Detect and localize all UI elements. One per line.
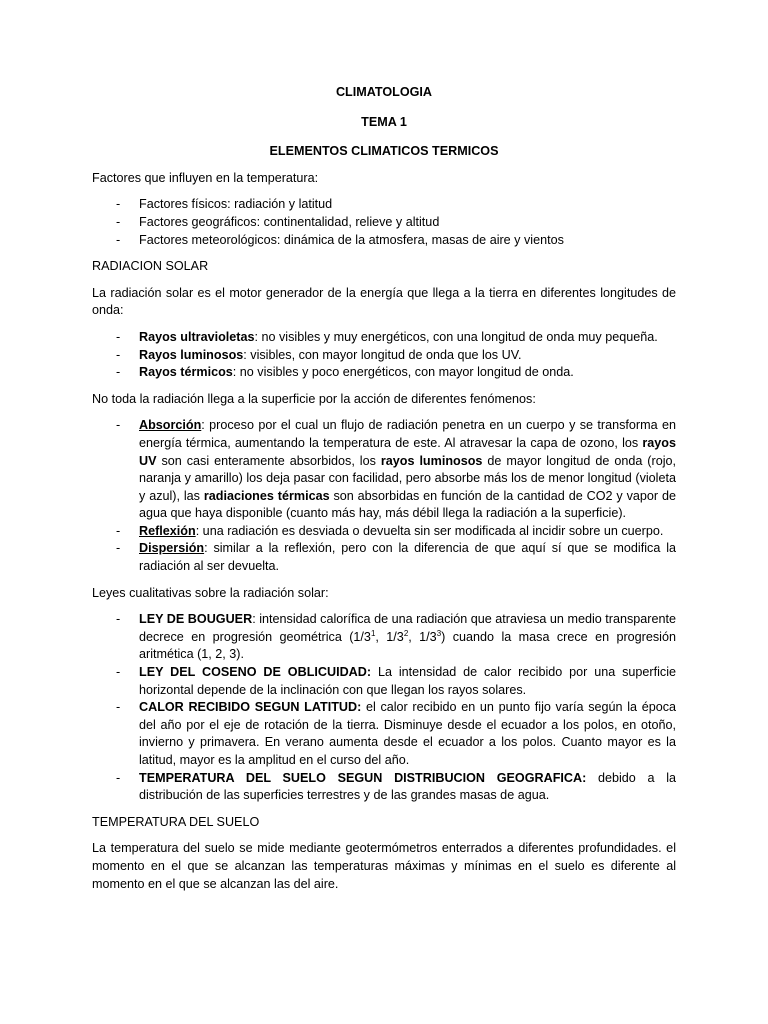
list-item-text: : visibles, con mayor longitud de onda que los UV. (243, 347, 522, 362)
list-item-text: ) cuando la masa crece en progresión aritmética (1, 2, 3). (139, 629, 676, 662)
list-item (92, 347, 676, 365)
list-item-text: debido a la distribución de las superficies terrestres y de las grandes masas de agua. (139, 770, 676, 803)
document-title: CLIMATOLOGIA (335, 85, 433, 99)
list-item (92, 523, 676, 541)
phenomena-list (92, 417, 676, 575)
bold-term: rayos luminosos (380, 453, 483, 468)
list-item-text: : no visibles y poco energéticos, con mayor longitud de onda. (232, 365, 574, 380)
list-item-text: : proceso por el cual un flujo de radiación penetra en un cuerpo y se transforma en energía térmica, aumentando la temperatura de este. Al atravesar la capa de ozono, los (139, 418, 676, 450)
list-item (92, 329, 676, 347)
laws-list (92, 611, 676, 805)
dispersion-term: Dispersión (139, 541, 205, 556)
bold-term: rayos UV (139, 435, 676, 468)
factors-intro: Factores que influyen en la temperatura: (92, 170, 319, 185)
list-item-term: CALOR RECIBIDO SEGUN LATITUD: (139, 700, 362, 715)
list-item (92, 540, 676, 575)
list-item-term: LEY DE BOUGUER (139, 612, 253, 627)
list-item (92, 699, 676, 769)
laws-intro: Leyes cualitativas sobre la radiación solar: (92, 585, 329, 600)
soil-text: La temperatura del suelo se mide mediante geotermómetros enterrados a diferentes profundidades. el momento en el que se alcanzan las temperaturas máximas y mínimas en el suelo es diferente al momento en el que se alcanzan las del aire. (92, 841, 676, 891)
list-item-text: : una radiación es desviada o devuelta sin ser modificada al incidir sobre un cuerpo. (195, 523, 664, 538)
list-item: - Factores físicos: radiación y latitud (92, 196, 676, 214)
list-item-term: Rayos luminosos (139, 347, 244, 362)
bold-term: radiaciones térmicas (203, 488, 330, 503)
list-item-text: : no visibles y muy energéticos, con una longitud de onda muy pequeña. (254, 329, 658, 344)
reflection-term: Reflexión (139, 523, 196, 538)
list-item-text: , 1/3 (408, 629, 437, 644)
list-item (92, 770, 676, 805)
list-item-text: : intensidad calorífica de una radiación que atraviesa un medio transparente decrece en progresión geométrica (1/3 (139, 612, 676, 644)
list-item: - Factores meteorológicos: dinámica de la atmosfera, masas de aire y vientos (92, 232, 676, 250)
list-item-text: de mayor longitud de onda (rojo, naranja y amarillo) los deja pasar con facilidad, pero absorbe más los de menor longitud (violeta y azul), las (139, 453, 676, 503)
list-item-text: , 1/3 (375, 629, 404, 644)
list-item (92, 611, 676, 664)
phenomena-intro: No toda la radiación llega a la superficie por la acción de diferentes fenómenos: (92, 391, 536, 406)
radiation-intro: La radiación solar es el motor generador de la energía que llega a la tierra en diferentes longitudes de onda: (92, 285, 676, 318)
list-item: - Factores geográficos: continentalidad, relieve y altitud (92, 214, 676, 232)
list-item-text: son absorbidas en función de la cantidad de CO2 y vapor de agua que haya disponible (cuanto más hay, más débil llega la radiación a la superficie). (139, 488, 676, 521)
list-item-text: La intensidad de calor recibido por una superficie horizontal depende de la inclinación con que llegan los rayos solares. (139, 665, 677, 697)
rays-list (92, 329, 676, 382)
list-item-term (139, 541, 204, 555)
absorption-term: Absorción (139, 418, 202, 433)
list-item (92, 364, 676, 382)
list-item-term (139, 418, 201, 432)
list-item-term: Rayos térmicos (139, 365, 233, 380)
document-heading: ELEMENTOS CLIMATICOS TERMICOS (269, 144, 499, 159)
document-subtitle: TEMA 1 (361, 114, 407, 129)
list-item-term: TEMPERATURA DEL SUELO SEGUN DISTRIBUCION GEOGRAFICA: (139, 770, 587, 785)
list-item-term: Rayos ultravioletas (139, 329, 255, 344)
list-item-term: LEY DEL COSENO DE OBLICUIDAD: (139, 665, 372, 680)
list-item-term (139, 524, 196, 538)
list-item-text: : similar a la reflexión, pero con la diferencia de que aquí sí que se modifica la radiación al ser devuelta. (139, 541, 676, 574)
list-item (92, 417, 676, 523)
section-heading-soil: TEMPERATURA DEL SUELO (92, 814, 260, 829)
section-heading-radiation: RADIACION SOLAR (92, 259, 209, 274)
list-item-text: el calor recibido en un punto fijo varía según la época del año por el eje de rotación de la tierra. Disminuye desde el ecuador a los polos, en otoño, invierno y primavera. En verano aumenta desde el ecuador a los polos. Cuanto mayor es la latitud, mayor es la amplitud en el curso del año. (139, 700, 677, 767)
superscript: 3 (436, 628, 442, 638)
superscript: 2 (403, 628, 409, 638)
factors-list (92, 196, 676, 249)
list-item-text: son casi enteramente absorbidos, los (156, 453, 381, 468)
list-item (92, 664, 676, 699)
superscript: 1 (370, 628, 376, 638)
